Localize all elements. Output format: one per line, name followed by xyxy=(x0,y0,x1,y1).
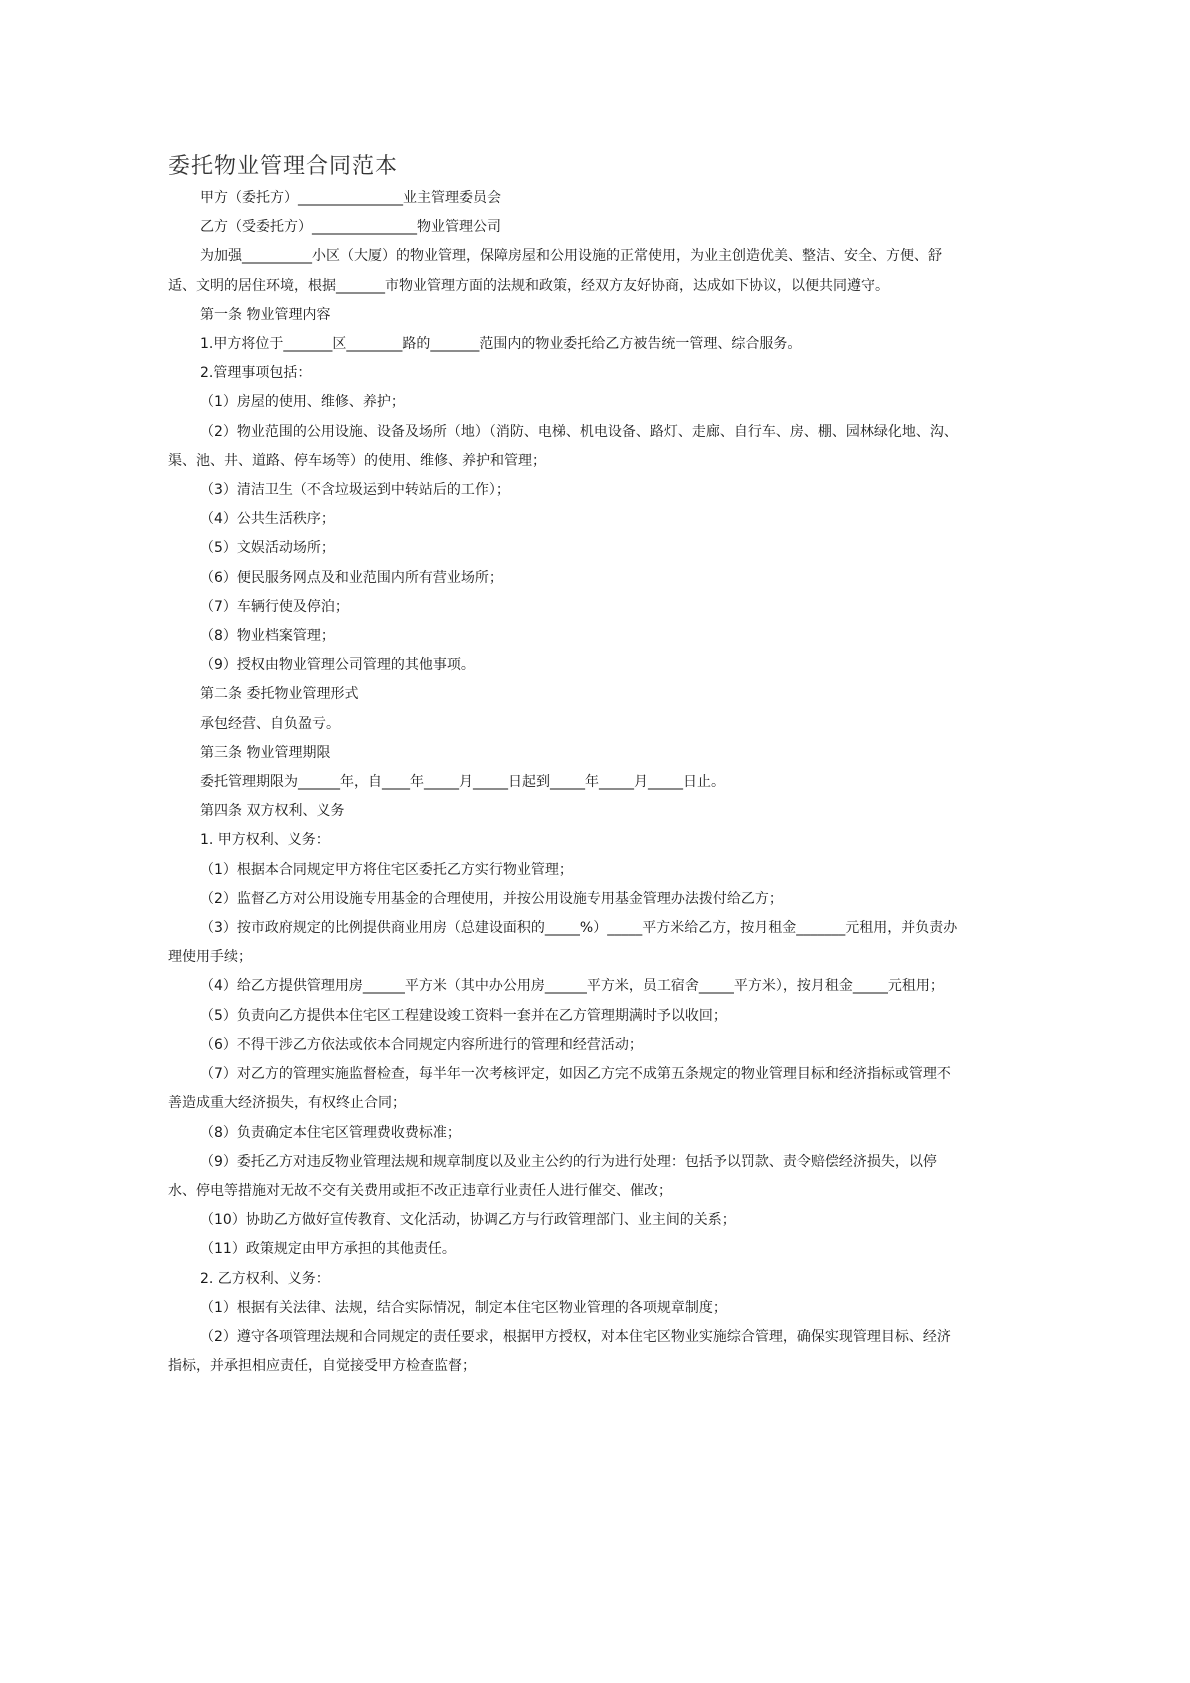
list-item: （6）不得干涉乙方依法或依本合同规定内容所进行的管理和经营活动； xyxy=(200,1036,643,1053)
list-item: （9）授权由物业管理公司管理的其他事项。 xyxy=(200,657,475,674)
list-item: （5）文娱活动场所； xyxy=(200,540,335,557)
list-item: （2）物业范围的公用设施、设备及场所（地）（消防、电梯、机电设备、路灯、走廊、自行车、房、棚、园林绿化地、沟、渠、池、井、道路、停车场等）的使用、维修、养护和管理； xyxy=(168,423,958,469)
article-2-body: 承包经营、自负盈亏。 xyxy=(200,715,340,732)
list-item: （4）公共生活秩序； xyxy=(200,511,335,528)
list-item: （7）对乙方的管理实施监督检查，每半年一次考核评定，如因乙方完不成第五条规定的物业管理目标和经济指标或管理不善造成重大经济损失，有权终止合同； xyxy=(168,1066,951,1112)
document-page xyxy=(168,150,958,1381)
article-3-heading: 第三条 物业管理期限 xyxy=(200,744,331,761)
list-item: （7）车辆行使及停泊； xyxy=(200,598,349,615)
list-item: （9）委托乙方对违反物业管理法规和规章制度以及业主公约的行为进行处理：包括予以罚款、责令赔偿经济损失，以停水、停电等措施对无故不交有关费用或拒不改正违章行业责任人进行催交、催改； xyxy=(168,1153,937,1199)
document-title: 委托物业管理合同范本 xyxy=(168,154,399,179)
list-item: （5）负责向乙方提供本住宅区工程建设竣工资料一套并在乙方管理期满时予以收回； xyxy=(200,1007,727,1024)
preamble-paragraph: 为加强__________小区（大厦）的物业管理，保障房屋和公用设施的正常使用，为业主创造优美、整洁、安全、方便、舒适、文明的居住环境，根据_______市物业管理方面的法规和政策，经双方友好协商，达成如下协议，以便共同遵守。 xyxy=(168,248,942,294)
list-item: （4）给乙方提供管理用房______平方米（其中办公用房______平方米，员工宿舍_____平方米），按月租金_____元租用； xyxy=(200,978,944,995)
list-item: （2）遵守各项管理法规和合同规定的责任要求，根据甲方授权，对本住宅区物业实施综合管理，确保实现管理目标、经济指标，并承担相应责任，自觉接受甲方检查监督； xyxy=(168,1328,951,1375)
party-b-line: 乙方（受委托方）_______________物业管理公司 xyxy=(200,219,501,236)
list-item: （10）协助乙方做好宣传教育、文化活动，协调乙方与行政管理部门、业主间的关系； xyxy=(200,1212,736,1229)
list-item: （6）便民服务网点及和业范围内所有营业场所； xyxy=(200,569,503,586)
party-a-line: 甲方（委托方）_______________业主管理委员会 xyxy=(200,190,501,206)
document-body xyxy=(168,184,958,1381)
article-2-heading: 第二条 委托物业管理形式 xyxy=(200,686,359,703)
list-item: （1）房屋的使用、维修、养护； xyxy=(200,394,405,411)
list-item: （3）清洁卫生（不含垃圾运到中转站后的工作）； xyxy=(200,482,510,499)
list-item: （8）物业档案管理； xyxy=(200,628,335,645)
list-item: （1）根据本合同规定甲方将住宅区委托乙方实行物业管理； xyxy=(200,861,573,878)
article-4-heading: 第四条 双方权利、义务 xyxy=(200,803,345,820)
article-1-clause-1: 1.甲方将位于_______区________路的_______范围内的物业委托给乙方被告统一管理、综合服务。 xyxy=(200,336,802,353)
party-a-rights-heading: 1. 甲方权利、义务： xyxy=(200,832,330,849)
list-item: （11）政策规定由甲方承担的其他责任。 xyxy=(200,1241,456,1258)
list-item: （1）根据有关法律、法规，结合实际情况，制定本住宅区物业管理的各项规章制度； xyxy=(200,1299,727,1316)
list-item: （8）负责确定本住宅区管理费收费标准； xyxy=(200,1124,461,1141)
list-item: （3）按市政府规定的比例提供商业用房（总建设面积的_____%）_____平方米给乙方，按月租金_______元租用，并负责办理使用手续； xyxy=(168,920,958,966)
party-b-rights-heading: 2. 乙方权利、义务： xyxy=(200,1270,330,1287)
list-item: （2）监督乙方对公用设施专用基金的合理使用，并按公用设施专用基金管理办法拨付给乙方； xyxy=(200,890,783,907)
article-1-clause-2: 2.管理事项包括： xyxy=(200,365,312,382)
article-3-body: 委托管理期限为______年，自____年_____月_____日起到_____年_____月_____日止。 xyxy=(200,774,725,791)
article-1-heading: 第一条 物业管理内容 xyxy=(200,306,331,323)
